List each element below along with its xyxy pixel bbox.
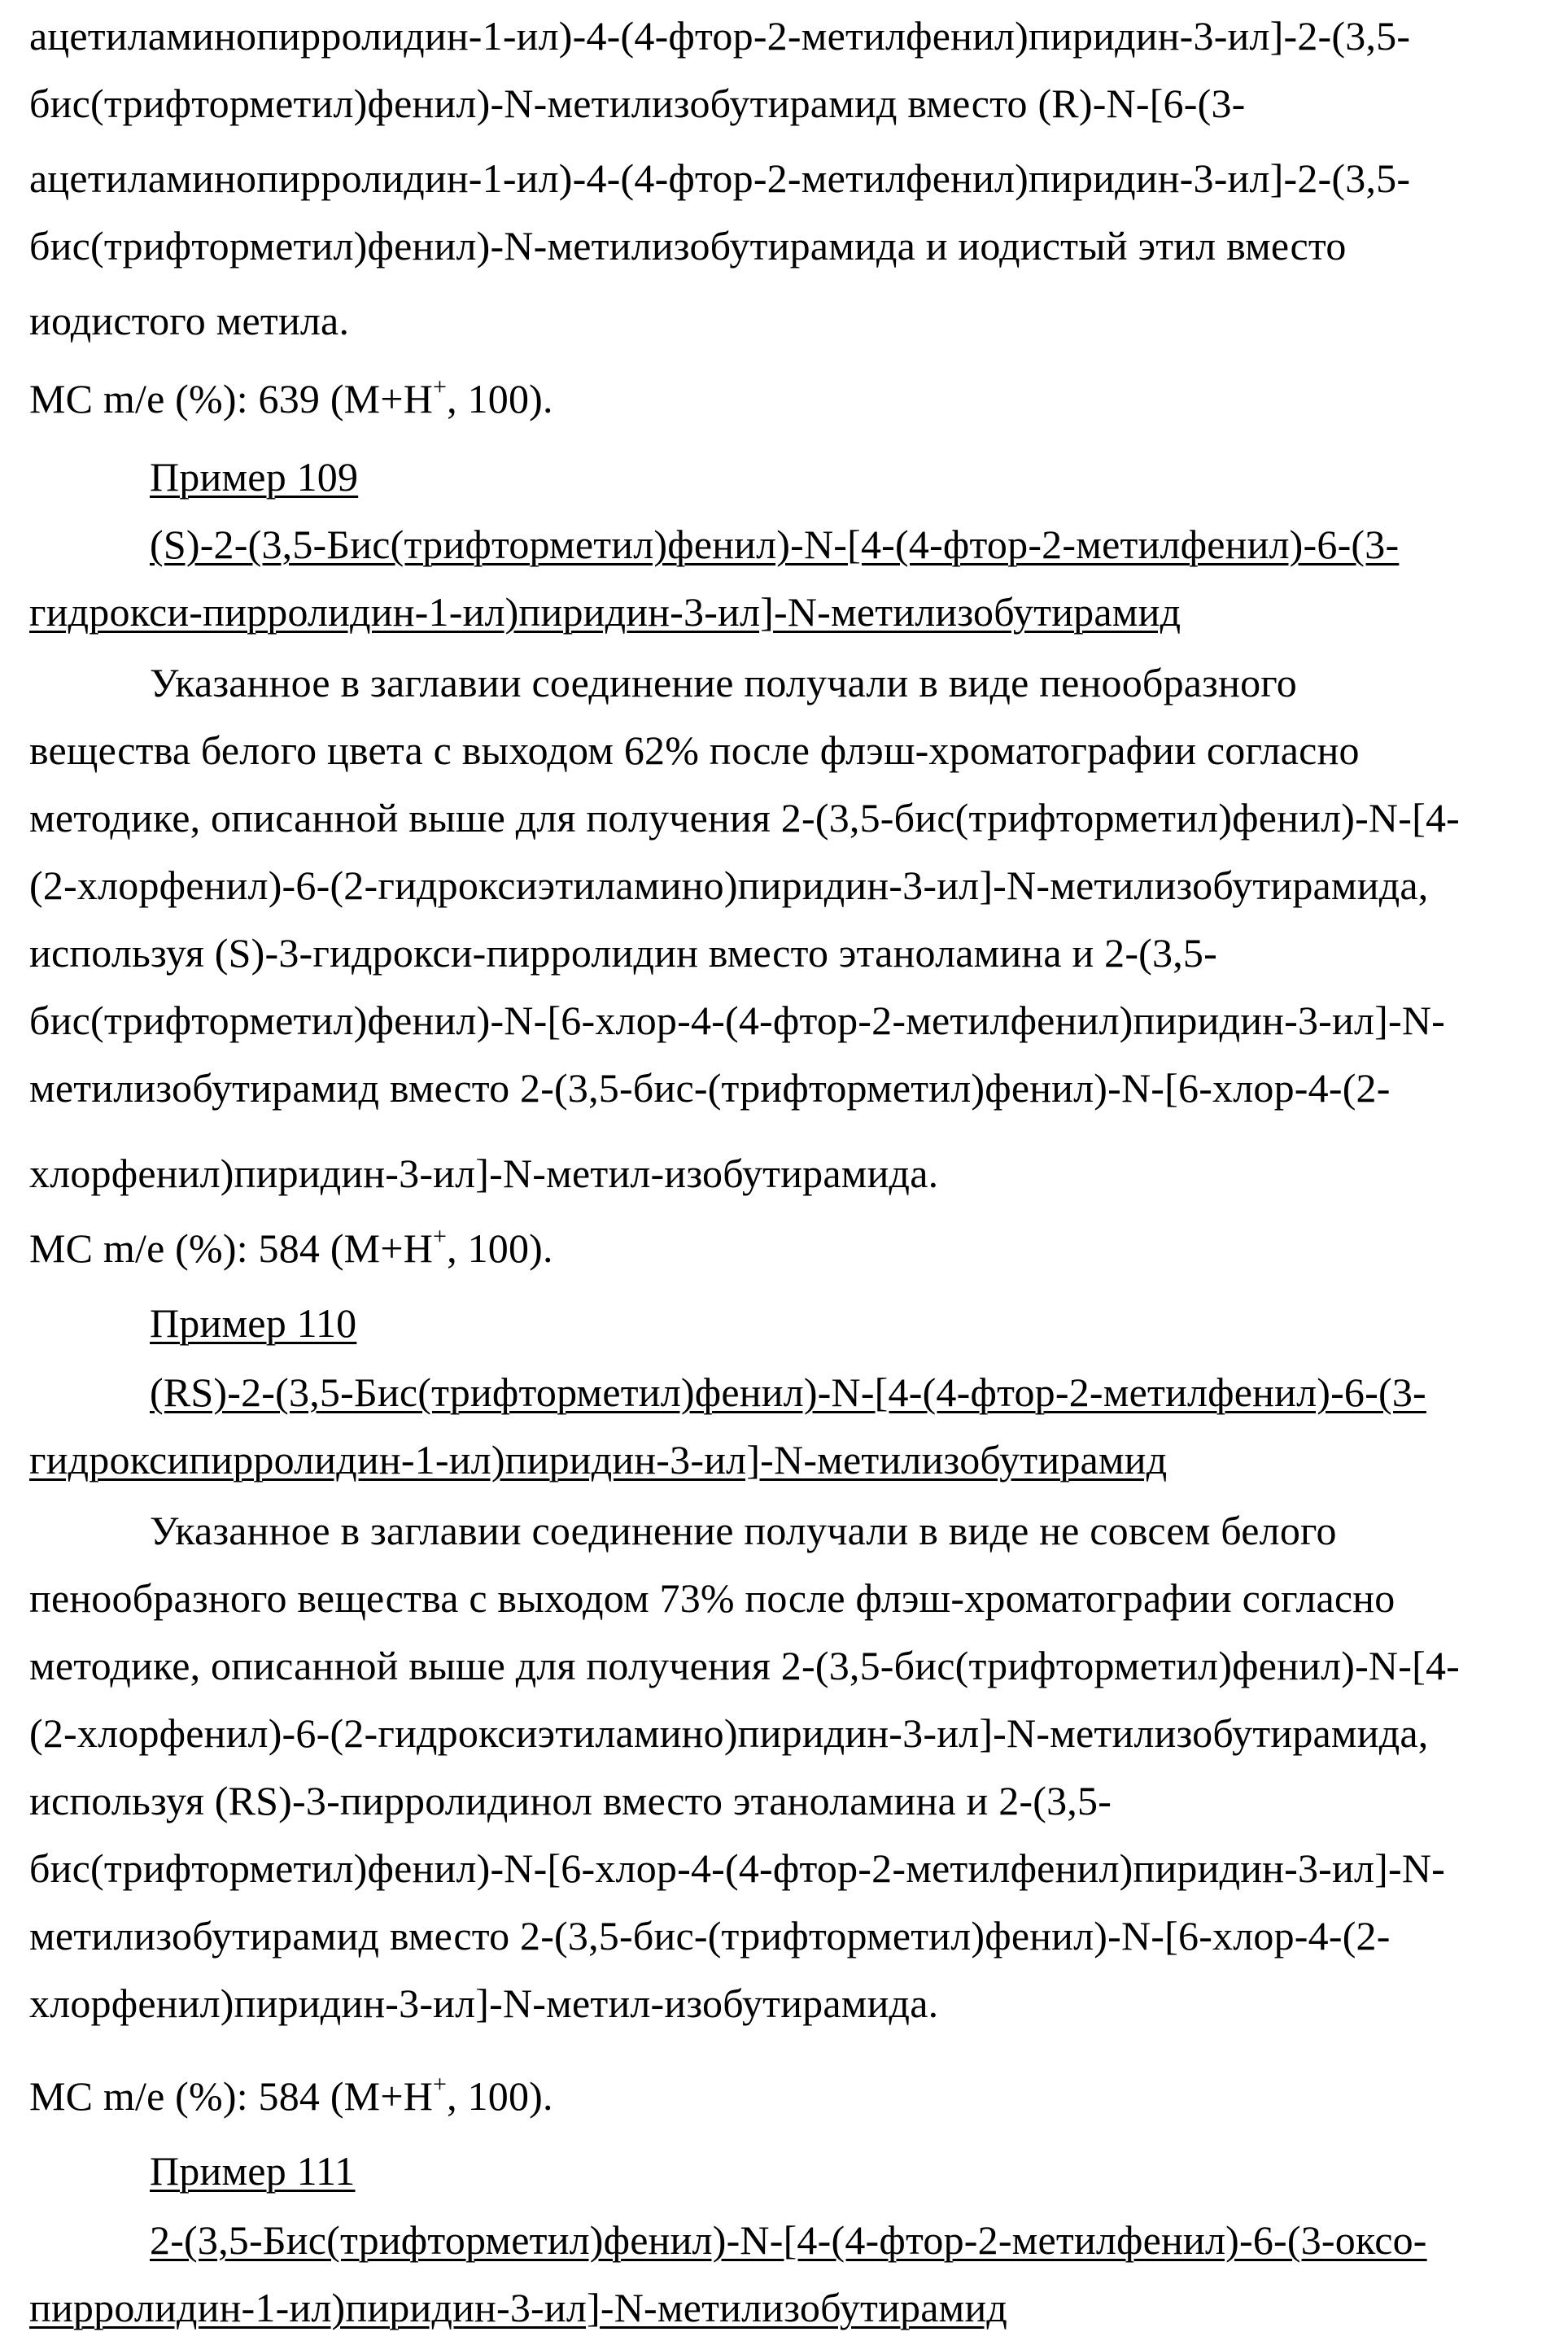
example-body-line: пенообразного вещества с выходом 73% после флэш-хроматографии согласно bbox=[29, 1575, 1395, 1621]
example-body-line: используя (RS)-3-пирролидинол вместо этаноламина и 2-(3,5- bbox=[29, 1778, 1112, 1823]
example-heading: Пример 109 bbox=[150, 454, 359, 500]
example-heading: Пример 111 bbox=[150, 2148, 356, 2194]
example-body-line: бис(трифторметил)фенил)-N-[6-хлор-4-(4-фтор-2-метилфенил)пиридин-3-ил]-N- bbox=[29, 998, 1445, 1043]
example-body-line: вещества белого цвета с выходом 62% после флэш-хроматографии согласно bbox=[29, 727, 1360, 773]
example-title-line: (RS)-2-(3,5-Бис(трифторметил)фенил)-N-[4-(4-фтор-2-метилфенил)-6-(3- bbox=[150, 1369, 1426, 1415]
ms-result: МС m/e (%): 584 (M+H+, 100). bbox=[29, 1223, 553, 1271]
example-body-line: метилизобутирамид вместо 2-(3,5-бис-(трифторметил)фенил)-N-[6-хлор-4-(2- bbox=[29, 1913, 1391, 1959]
example-body-line: хлорфенил)пиридин-3-ил]-N-метил-изобутирамида. bbox=[29, 1980, 939, 2026]
continuation-line: бис(трифторметил)фенил)-N-метилизобутирамида и иодистый этил вместо bbox=[29, 223, 1347, 269]
example-body-line: (2-хлорфенил)-6-(2-гидроксиэтиламино)пиридин-3-ил]-N-метилизобутирамида, bbox=[29, 1710, 1429, 1756]
example-title-line: гидрокси-пирролидин-1-ил)пиридин-3-ил]-N-метилизобутирамид bbox=[29, 589, 1181, 635]
continuation-line: иодистого метила. bbox=[29, 298, 350, 343]
example-body-line: хлорфенил)пиридин-3-ил]-N-метил-изобутирамида. bbox=[29, 1151, 939, 1196]
example-title-line: пирролидин-1-ил)пиридин-3-ил]-N-метилизобутирамид bbox=[29, 2285, 1008, 2330]
example-body-line: методике, описанной выше для получения 2-(3,5-бис(трифторметил)фенил)-N-[4- bbox=[29, 1643, 1460, 1688]
example-body-line: Указанное в заглавии соединение получали в виде пенообразного bbox=[150, 660, 1297, 705]
ms-result: МС m/e (%): 584 (M+H+, 100). bbox=[29, 2071, 553, 2119]
example-body-line: бис(трифторметил)фенил)-N-[6-хлор-4-(4-фтор-2-метилфенил)пиридин-3-ил]-N- bbox=[29, 1845, 1445, 1891]
continuation-line: бис(трифторметил)фенил)-N-метилизобутирамид вместо (R)-N-[6-(3- bbox=[29, 81, 1246, 126]
example-body-line: Указанное в заглавии соединение получали в виде не совсем белого bbox=[150, 1508, 1337, 1553]
example-body-line: используя (S)-3-гидрокси-пирролидин вместо этаноламина и 2-(3,5- bbox=[29, 930, 1217, 976]
continuation-line: ацетиламинопирролидин-1-ил)-4-(4-фтор-2-метилфенил)пиридин-3-ил]-2-(3,5- bbox=[29, 13, 1411, 59]
example-body-line: (2-хлорфенил)-6-(2-гидроксиэтиламино)пиридин-3-ил]-N-метилизобутирамида, bbox=[29, 862, 1429, 908]
example-heading: Пример 110 bbox=[150, 1300, 357, 1346]
example-body-line: метилизобутирамид вместо 2-(3,5-бис-(трифторметил)фенил)-N-[6-хлор-4-(2- bbox=[29, 1065, 1391, 1111]
example-title-line: (S)-2-(3,5-Бис(трифторметил)фенил)-N-[4-(4-фтор-2-метилфенил)-6-(3- bbox=[150, 522, 1400, 567]
ms-result: МС m/e (%): 639 (M+H+, 100). bbox=[29, 373, 553, 421]
example-title-line: 2-(3,5-Бис(трифторметил)фенил)-N-[4-(4-фтор-2-метилфенил)-6-(3-оксо- bbox=[150, 2217, 1427, 2263]
continuation-line: ацетиламинопирролидин-1-ил)-4-(4-фтор-2-метилфенил)пиридин-3-ил]-2-(3,5- bbox=[29, 155, 1411, 201]
example-title-line: гидроксипирролидин-1-ил)пиридин-3-ил]-N-метилизобутирамид bbox=[29, 1437, 1168, 1483]
example-body-line: методике, описанной выше для получения 2-(3,5-бис(трифторметил)фенил)-N-[4- bbox=[29, 795, 1460, 841]
